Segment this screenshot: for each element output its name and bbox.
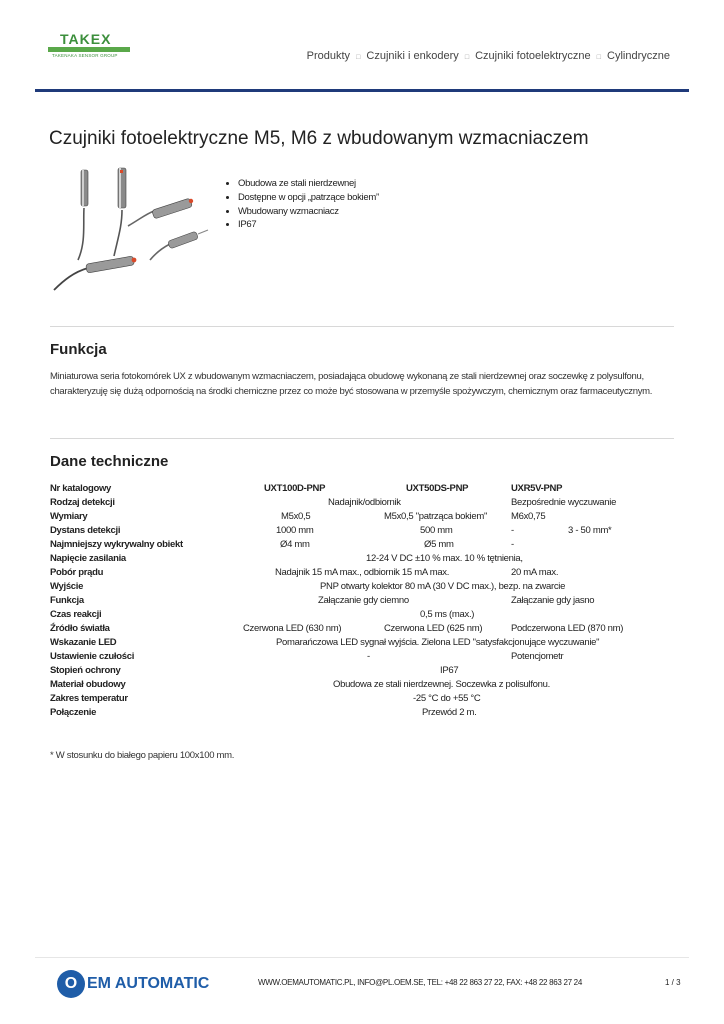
spec-value: - [511, 539, 514, 550]
spec-value: Bezpośrednie wyczuwanie [511, 497, 617, 508]
table-row [50, 538, 645, 552]
spec-value: IP67 [440, 665, 459, 676]
spec-value: Ø5 mm [424, 539, 454, 550]
table-row [50, 496, 645, 510]
spec-value: -25 °C do +55 °C [413, 693, 481, 704]
page-title: Czujniki fotoelektryczne M5, M6 z wbudowanym wzmacniaczem [49, 128, 589, 149]
breadcrumb-item-cylindryczne[interactable]: Cylindryczne [607, 50, 670, 62]
table-row [50, 608, 645, 622]
spec-value: Ø4 mm [280, 539, 310, 550]
feature-item: • IP67 [238, 218, 379, 232]
page-number: 1 / 3 [665, 978, 681, 987]
spec-value: Pomarańczowa LED sygnał wyjścia. Zielona LED "satysfakcjonujące wyczuwanie" [276, 637, 600, 648]
breadcrumb-separator: □ [356, 54, 361, 61]
table-row [50, 636, 645, 650]
spec-value: Załączanie gdy ciemno [318, 595, 409, 606]
logo-bar [48, 47, 130, 52]
spec-label: Połączenie [50, 707, 97, 718]
header-divider [35, 89, 689, 92]
breadcrumb-item-czujniki-fotoelektryczne[interactable]: Czujniki fotoelektryczne [475, 50, 591, 62]
breadcrumb-item-produkty[interactable]: Produkty [306, 50, 351, 62]
section-divider [50, 438, 674, 439]
table-header-row [50, 482, 645, 496]
spec-label: Dystans detekcji [50, 525, 121, 536]
spec-value: M5x0,5 "patrząca bokiem" [384, 511, 488, 522]
spec-label: Wskazanie LED [50, 637, 117, 648]
table-row [50, 664, 645, 678]
spec-label: Funkcja [50, 595, 84, 606]
table-row [50, 594, 645, 608]
spec-label: Stopień ochrony [50, 665, 121, 676]
oem-logo-text: EM AUTOMATIC [87, 975, 210, 992]
spec-value: Nadajnik 15 mA max., odbiornik 15 mA max. [275, 567, 450, 578]
spec-value: Nadajnik/odbiornik [328, 497, 401, 508]
spec-label: Wyjście [50, 581, 84, 592]
column-header-uxr5v: UXR5V-PNP [511, 483, 563, 494]
footer-divider [35, 957, 689, 958]
spec-label: Pobór prądu [50, 567, 104, 578]
spec-value: Obudowa ze stali nierdzewnej. Soczewka z polisulfonu. [333, 679, 550, 690]
spec-value: 500 mm [420, 525, 453, 536]
spec-label: Najmniejszy wykrywalny obiekt [50, 539, 183, 550]
footnote: * W stosunku do białego papieru 100x100 mm. [50, 750, 235, 761]
spec-value: 20 mA max. [511, 567, 559, 578]
table-row [50, 552, 645, 566]
table-row [50, 678, 645, 692]
spec-value: - [511, 525, 514, 536]
table-row [50, 524, 645, 538]
table-row [50, 622, 645, 636]
table-row [50, 580, 645, 594]
spec-label: Materiał obudowy [50, 679, 126, 690]
function-description: Miniaturowa seria fotokomórek UX z wbudowanym wzmacniaczem, posiadająca obudowę wykonaną ze stali nierdzewnej oraz soczewkę z polysulfonu, charakteryzuję się dużą odpornością na środki chemiczne przez co może być stosowana w przemyśle spożywczym, chemicznym oraz farmaceutycznym. [50, 371, 653, 397]
spec-value: PNP otwarty kolektor 80 mA (30 V DC max.), bezp. na zwarcie [320, 581, 566, 592]
spec-value: Przewód 2 m. [422, 707, 477, 718]
takex-logo [48, 32, 130, 58]
spec-value: 0,5 ms (max.) [420, 609, 475, 620]
oem-logo-circle: O [57, 970, 85, 998]
spec-value: Podczerwona LED (870 nm) [511, 623, 624, 634]
spec-label: Wymiary [50, 511, 88, 522]
column-header-uxt50ds: UXT50DS-PNP [406, 483, 469, 494]
breadcrumb-separator: □ [464, 54, 470, 61]
spec-label: Nr katalogowy [50, 483, 112, 494]
product-image [50, 164, 210, 296]
breadcrumb-item-czujniki-enkodery[interactable]: Czujniki i enkodery [366, 50, 459, 62]
spec-label: Ustawienie czułości [50, 651, 135, 662]
table-row [50, 510, 645, 524]
spec-value: Czerwona LED (630 nm) [243, 623, 342, 634]
spec-label: Źródło światła [50, 623, 110, 634]
spec-label: Napięcie zasilania [50, 553, 126, 564]
breadcrumb-separator: □ [596, 54, 601, 61]
feature-list [222, 177, 379, 232]
spec-value: 12-24 V DC ±10 % max. 10 % tętnienia, [366, 553, 523, 564]
spec-value: M6x0,75 [511, 511, 546, 522]
table-row [50, 650, 645, 664]
section-divider [50, 326, 674, 327]
spec-label: Rodzaj detekcji [50, 497, 115, 508]
feature-item: • Wbudowany wzmacniacz [238, 205, 379, 219]
tech-section-title: Dane techniczne [50, 453, 169, 470]
oem-automatic-logo [57, 968, 209, 1000]
spec-label: Zakres temperatur [50, 693, 128, 704]
spec-label: Czas reakcji [50, 609, 102, 620]
spec-value: Załączanie gdy jasno [511, 595, 595, 606]
table-row [50, 692, 645, 706]
footer-contact: WWW.OEMAUTOMATIC.PL, INFO@PL.OEM.SE, TEL: +48 22 863 27 22, FAX: +48 22 863 27 24 [258, 978, 582, 987]
spec-value: Czerwona LED (625 nm) [384, 623, 483, 634]
logo-brand: TAKEX [60, 31, 112, 47]
feature-item: • Dostępne w opcji „patrzące bokiem” [238, 191, 379, 205]
spec-value: 3 - 50 mm* [568, 525, 612, 536]
function-section-title: Funkcja [50, 341, 107, 358]
tech-spec-table [50, 482, 645, 720]
spec-value: - [367, 651, 370, 662]
spec-value: 1000 mm [276, 525, 314, 536]
logo-subtitle: TAKENAKA SENSOR GROUP [52, 53, 118, 58]
table-row [50, 566, 645, 580]
feature-item: • Obudowa ze stali nierdzewnej [238, 177, 379, 191]
spec-value: M5x0,5 [281, 511, 311, 522]
table-row [50, 706, 645, 720]
spec-value: Potencjometr [511, 651, 564, 662]
breadcrumb [307, 50, 670, 62]
column-header-uxt100d: UXT100D-PNP [264, 483, 326, 494]
